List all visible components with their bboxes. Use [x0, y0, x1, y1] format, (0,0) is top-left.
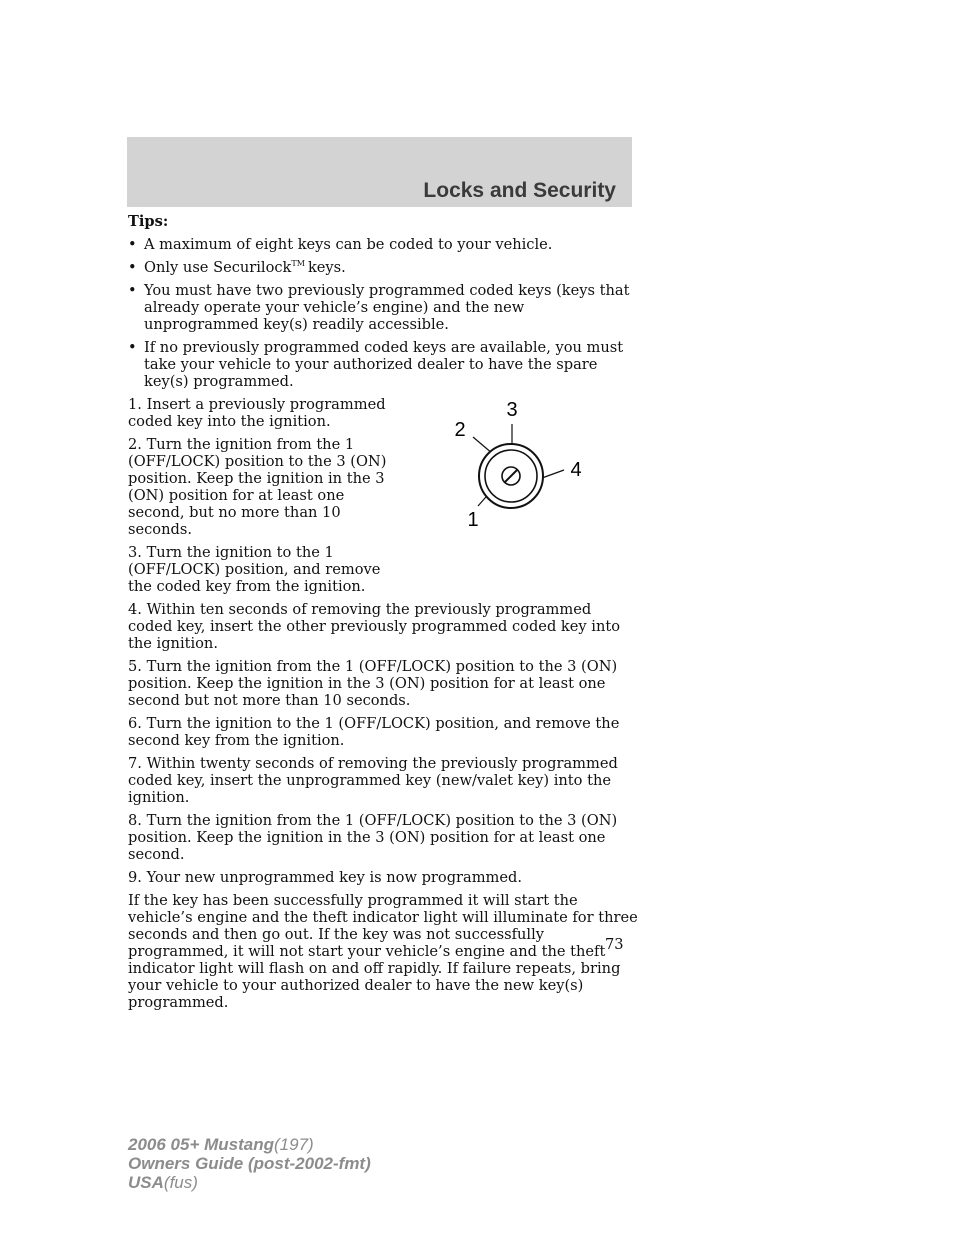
ignition-diagram [418, 386, 598, 546]
step-8: 8. Turn the ignition from the 1 (OFF/LOCK) position to the 3 (ON) position. Keep the ignition in the 3 (ON) position for at least one second. [128, 812, 618, 863]
step-6: 6. Turn the ignition to the 1 (OFF/LOCK) position, and remove the second key from the ignition. [128, 715, 620, 749]
position-label-2: 2 [454, 419, 466, 441]
tips-list [128, 236, 640, 390]
footer-line-2: Owners Guide (post-2002-fmt) [128, 1154, 371, 1173]
footer [128, 1135, 371, 1192]
section-title: Locks and Security [423, 179, 616, 202]
bullet-icon: • [128, 339, 137, 356]
footer-line-1: 2006 05+ Mustang(197) [128, 1135, 314, 1154]
body-text [128, 213, 640, 1017]
step-4: 4. Within ten seconds of removing the previously programmed coded key, insert the other previously programmed coded key into the ignition. [128, 601, 621, 652]
bullet-icon: • [128, 282, 137, 299]
steps-with-figure [128, 396, 640, 595]
position-4-line [542, 470, 564, 478]
footer-line-3: USA(fus) [128, 1173, 198, 1192]
tip-item: • A maximum of eight keys can be coded to your vehicle. [128, 236, 553, 253]
step-7: 7. Within twenty seconds of removing the previously programmed coded key, insert the unprogrammed key (new/valet key) into the ignition. [128, 755, 618, 806]
step-5: 5. Turn the ignition from the 1 (OFF/LOCK) position to the 3 (ON) position. Keep the ignition in the 3 (ON) position for at least one second but not more than 10 seconds. [128, 658, 618, 709]
step-3: 3. Turn the ignition to the 1 (OFF/LOCK) position, and remove the coded key from the ignition. [128, 544, 381, 595]
bullet-icon: • [128, 259, 137, 276]
step-1: 1. Insert a previously programmed coded key into the ignition. [128, 396, 386, 430]
tips-heading: Tips: [128, 213, 169, 230]
header-band [127, 137, 632, 207]
closing-paragraph: If the key has been successfully programmed it will start the vehicle’s engine and the theft indicator light will illuminate for three seconds and then go out. If the key was not successfully programmed, it will not start your vehicle’s engine and the theft indicator light will flash on and off rapidly. If failure repeats, bring your vehicle to your authorized dealer to have the new key(s) programmed. [128, 892, 638, 1011]
position-label-4: 4 [570, 459, 582, 481]
position-label-1: 1 [467, 509, 479, 531]
bullet-icon: • [128, 236, 137, 253]
tip-item: • If no previously programmed coded keys are available, you must take your vehicle to your authorized dealer to have the spare key(s) programmed. [128, 339, 624, 390]
page-number: 73 [605, 936, 624, 953]
step-9: 9. Your new unprogrammed key is now programmed. [128, 869, 523, 886]
step-2: 2. Turn the ignition from the 1 (OFF/LOCK) position to the 3 (ON) position. Keep the ignition in the 3 (ON) position for at least one second, but no more than 10 seconds. [128, 436, 387, 538]
position-label-3: 3 [506, 399, 518, 421]
tip-item: • You must have two previously programmed coded keys (keys that already operate your vehicle’s engine) and the new unprogrammed key(s) readily accessible. [128, 282, 630, 333]
trademark-mark: TM [291, 259, 305, 269]
tip-item: • Only use Securilock™ keys. [128, 259, 346, 276]
